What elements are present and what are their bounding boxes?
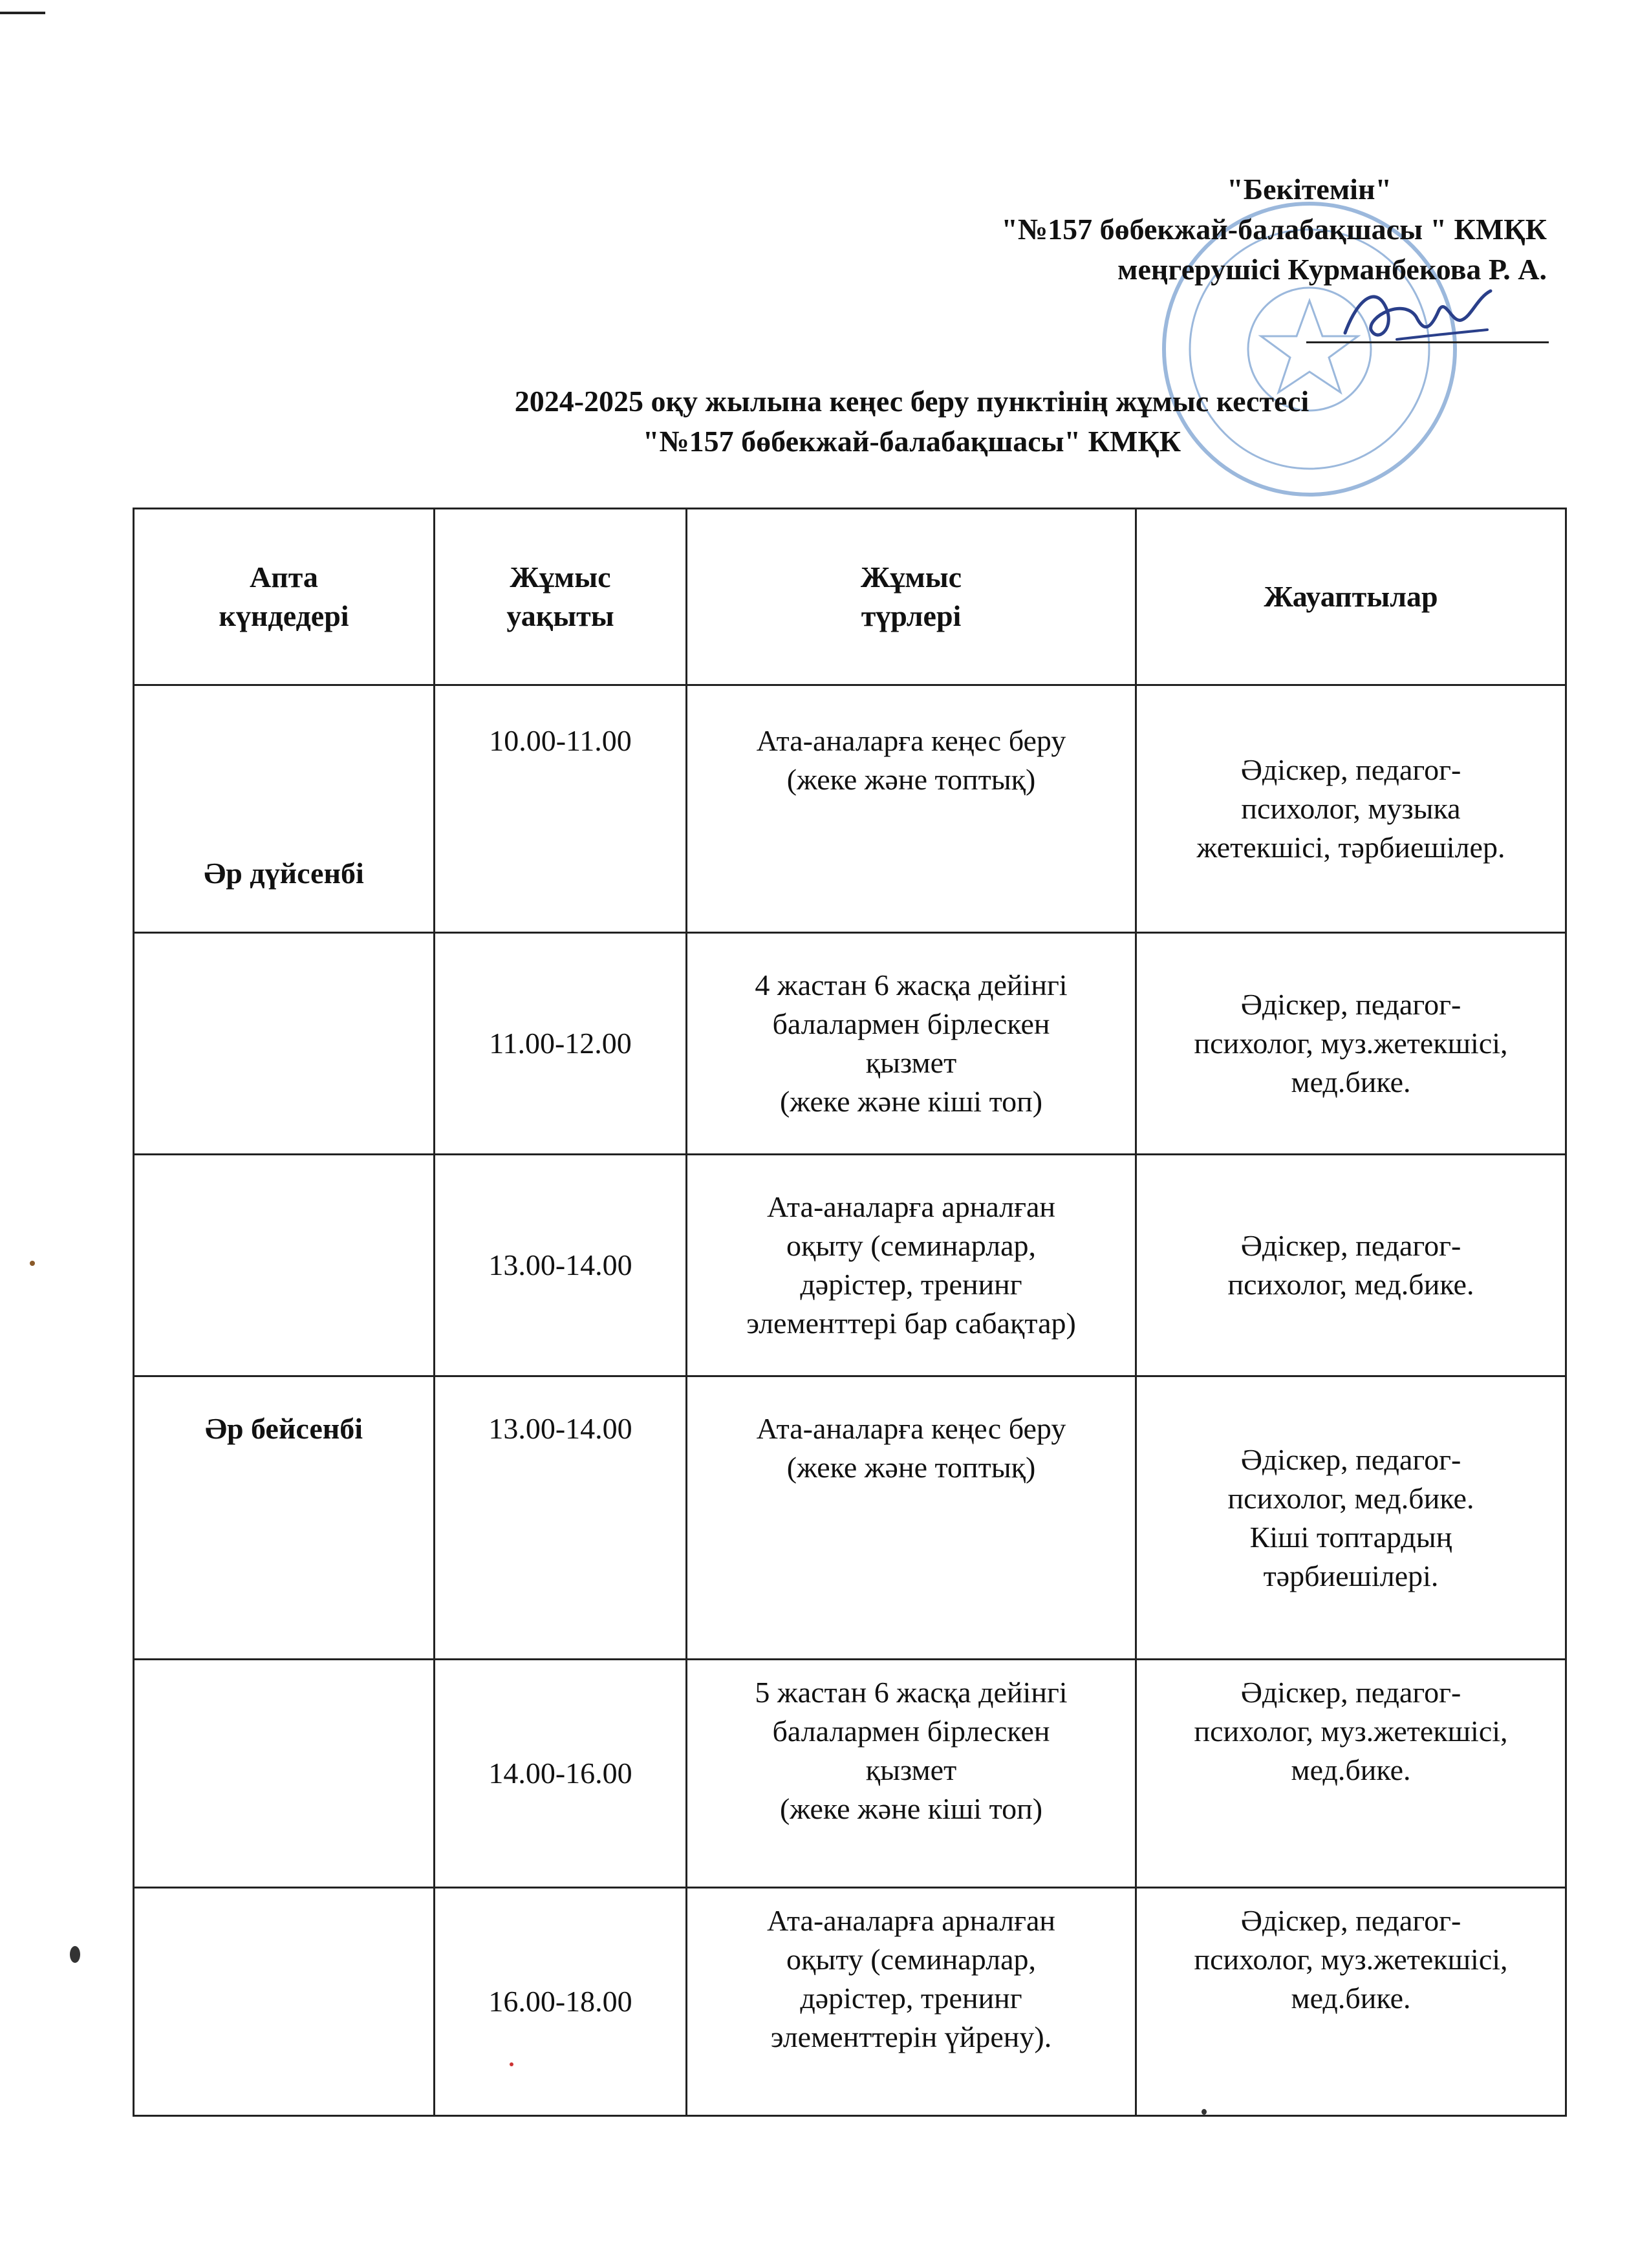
cell-day xyxy=(134,1155,435,1376)
cell-work-type: Ата-аналарға кеңес беру (жеке және топтық) xyxy=(687,685,1136,933)
approval-block xyxy=(1001,169,1547,290)
table-row xyxy=(134,1155,1566,1376)
scan-corner-mark xyxy=(0,12,45,14)
cell-time: 13.00-14.00 xyxy=(435,1376,687,1660)
cell-responsible: Әдіскер, педагог- психолог, муз.жетекшісі, мед.бике. xyxy=(1136,1888,1566,2116)
scan-speck xyxy=(510,2062,513,2066)
approval-heading: "Бекітемін" xyxy=(1227,173,1392,206)
cell-day xyxy=(134,933,435,1155)
table-row xyxy=(134,1376,1566,1660)
cell-day: Әр бейсенбі xyxy=(134,1376,435,1660)
cell-responsible: Әдіскер, педагог- психолог, муз.жетекшісі, мед.бике. xyxy=(1136,1660,1566,1888)
cell-work-type: Ата-аналарға арналған оқыту (семинарлар, дәрістер, тренинг элементтері бар сабақтар) xyxy=(687,1155,1136,1376)
document-title xyxy=(362,381,1461,462)
schedule-table xyxy=(133,508,1567,2117)
table-row xyxy=(134,1888,1566,2116)
cell-responsible: Әдіскер, педагог- психолог, мед.бике. xyxy=(1136,1155,1566,1376)
cell-work-type: Ата-аналарға кеңес беру (жеке және топтық) xyxy=(687,1376,1136,1660)
scan-speck xyxy=(30,1261,35,1266)
cell-work-type: Ата-аналарға арналған оқыту (семинарлар, дәрістер, тренинг элементтерін үйрену). xyxy=(687,1888,1136,2116)
cell-time: 13.00-14.00 xyxy=(435,1155,687,1376)
approval-organization: "№157 бөбекжай-балабақшасы " КМҚК xyxy=(1001,213,1547,246)
table-header-row xyxy=(134,509,1566,685)
cell-work-type: 5 жастан 6 жасқа дейінгі балалармен бірлескен қызмет (жеке және кіші топ) xyxy=(687,1660,1136,1888)
cell-day xyxy=(134,1660,435,1888)
cell-time: 10.00-11.00 xyxy=(435,685,687,933)
header-weekdays: Апта күндедері xyxy=(134,509,435,685)
signature-line xyxy=(1306,341,1549,343)
approval-director: меңгерушісі Курманбекова Р. А. xyxy=(1117,253,1547,286)
cell-time: 16.00-18.00 xyxy=(435,1888,687,2116)
cell-day xyxy=(134,1888,435,2116)
cell-work-type: 4 жастан 6 жасқа дейінгі балалармен бірлескен қызмет (жеке және кіші топ) xyxy=(687,933,1136,1155)
cell-responsible: Әдіскер, педагог- психолог, муз.жетекшісі, мед.бике. xyxy=(1136,933,1566,1155)
table-row xyxy=(134,685,1566,933)
title-line-1: 2024-2025 оқу жылына кеңес беру пунктінің жұмыс кестесі xyxy=(514,385,1310,418)
header-responsible: Жауаптылар xyxy=(1136,509,1566,685)
title-line-2: "№157 бөбекжай-балабақшасы" КМҚК xyxy=(642,425,1181,458)
header-work-time: Жұмыс уақыты xyxy=(435,509,687,685)
cell-day: Әр дүйсенбі xyxy=(134,685,435,933)
table-row xyxy=(134,933,1566,1155)
scan-speck xyxy=(70,1946,80,1963)
cell-time: 11.00-12.00 xyxy=(435,933,687,1155)
cell-time: 14.00-16.00 xyxy=(435,1660,687,1888)
cell-responsible: Әдіскер, педагог- психолог, музыка жетекшісі, тәрбиешілер. xyxy=(1136,685,1566,933)
scan-speck xyxy=(1202,2109,1207,2115)
table-row xyxy=(134,1660,1566,1888)
cell-responsible: Әдіскер, педагог- психолог, мед.бике. Кіші топтардың тәрбиешілері. xyxy=(1136,1376,1566,1660)
header-work-types: Жұмыс түрлері xyxy=(687,509,1136,685)
